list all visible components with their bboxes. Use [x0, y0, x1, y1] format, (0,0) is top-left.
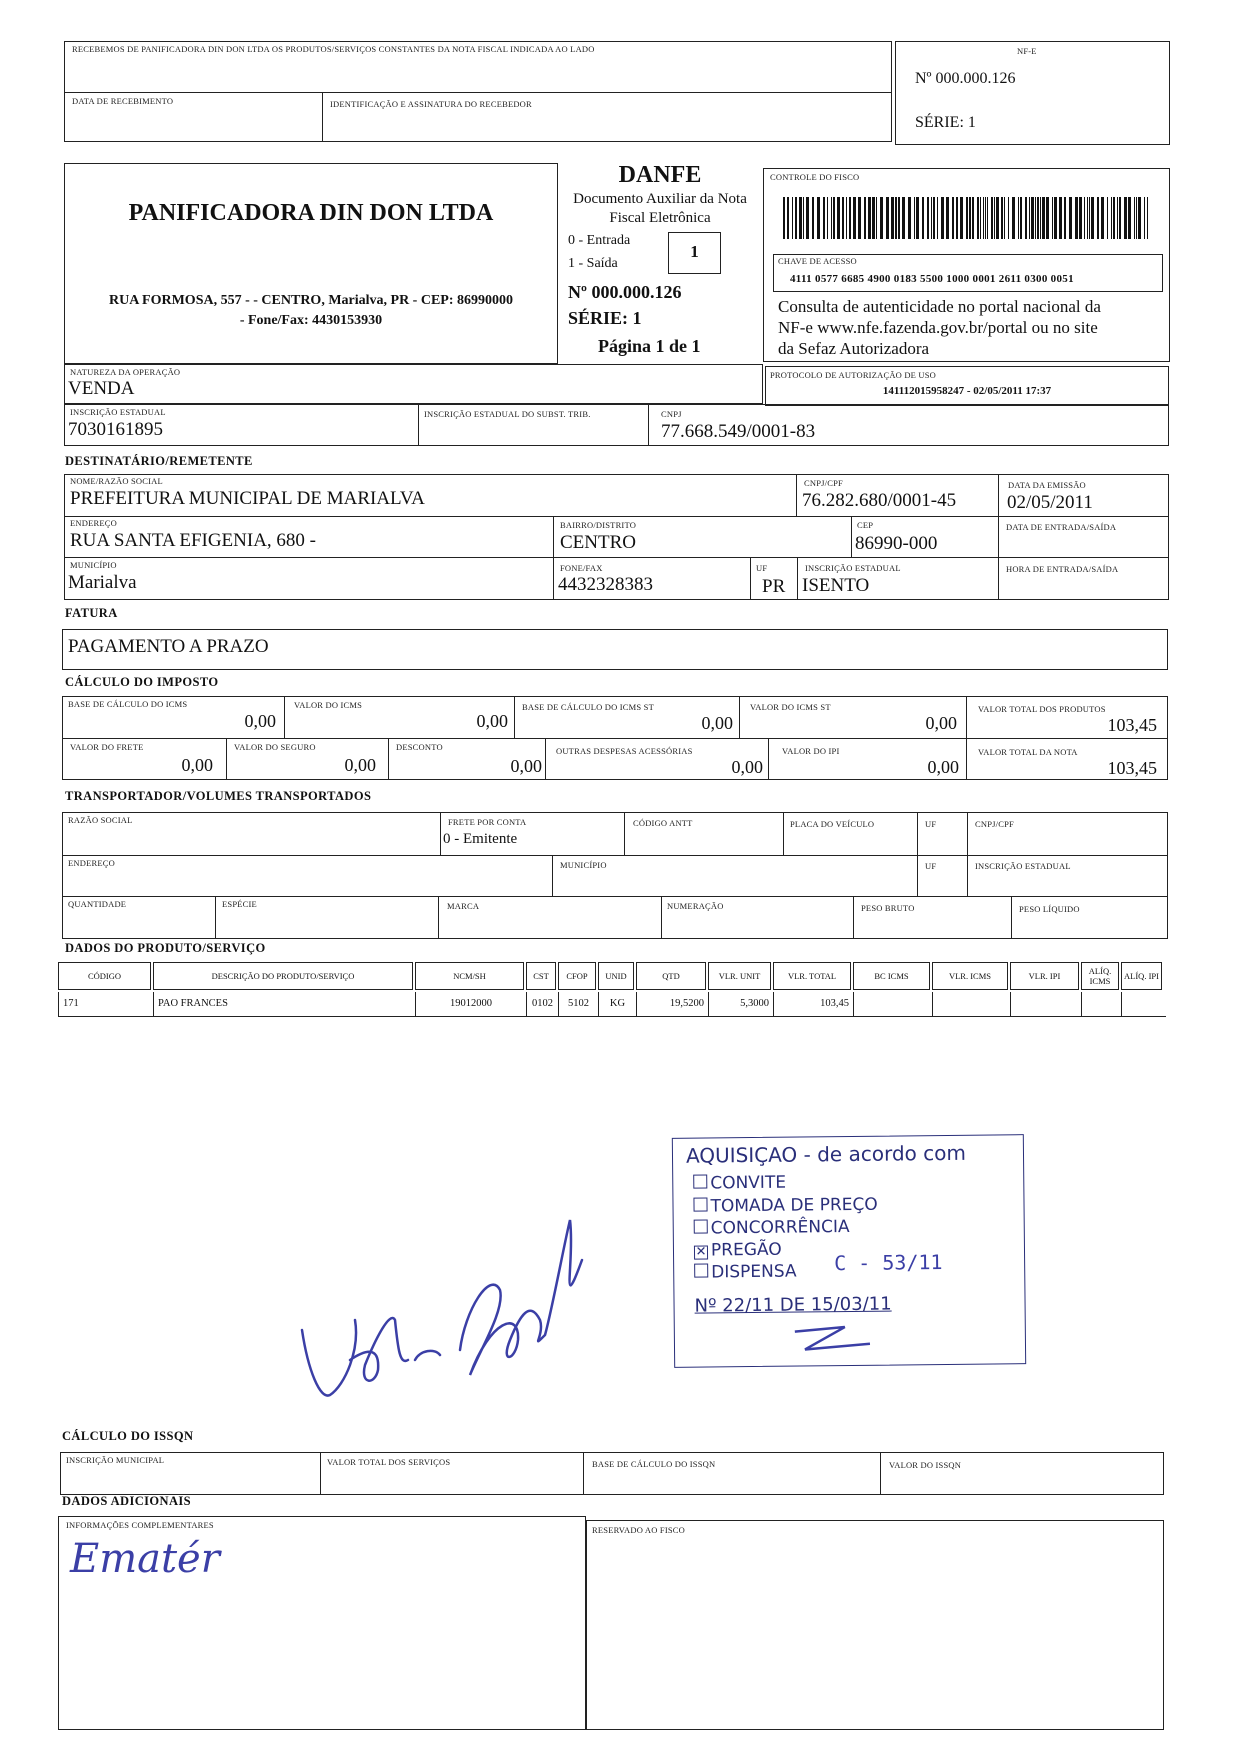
freight-mode-label: FRETE POR CONTA — [448, 817, 527, 827]
carrier-address-label: ENDEREÇO — [68, 858, 115, 868]
table-cell: 103,45 — [773, 992, 853, 1016]
barcode-bar — [1052, 197, 1053, 239]
invoice-text: PAGAMENTO A PRAZO — [68, 636, 269, 657]
tax-col-1 — [284, 696, 285, 738]
barcode-bar — [823, 197, 825, 239]
brand-label: MARCA — [447, 901, 480, 911]
consult-line-3: da Sefaz Autorizadora — [778, 339, 930, 358]
ie-label: INSCRIÇÃO ESTADUAL — [70, 407, 166, 417]
transport-box — [62, 812, 1168, 939]
cnpj-label: CNPJ — [661, 409, 682, 419]
issqn-section: CÁLCULO DO ISSQN — [62, 1429, 194, 1443]
recipient-col-uf — [750, 557, 751, 600]
recipient-col-date — [998, 474, 999, 600]
barcode-bar — [1136, 197, 1137, 239]
receipt-divider — [64, 92, 892, 93]
barcode-bar — [966, 197, 968, 239]
checked-checkbox-icon: ✕ — [695, 1244, 707, 1260]
tax-row-line — [62, 738, 1168, 739]
issue-date: 02/05/2011 — [1007, 492, 1093, 513]
stamp-scribble — [775, 1319, 895, 1360]
quantity-label: QUANTIDADE — [68, 899, 127, 909]
barcode-bar — [946, 197, 949, 239]
danfe-type: 1 — [690, 242, 699, 261]
ie-divider-2 — [648, 404, 649, 446]
barcode-bar — [783, 197, 785, 239]
issqn-col-2 — [583, 1452, 584, 1495]
barcode-bar — [916, 197, 919, 239]
bc-st: 0,00 — [701, 713, 733, 733]
signature — [290, 1200, 590, 1410]
transport-row-line-1 — [62, 855, 1168, 856]
bc-icms: 0,00 — [244, 711, 276, 731]
barcode-bar — [803, 197, 804, 239]
transport-col-especie — [215, 896, 216, 939]
barcode-bar — [1124, 197, 1127, 239]
table-cell — [853, 992, 932, 1016]
recipient-district: CENTRO — [560, 532, 636, 553]
barcode-bar — [880, 197, 883, 239]
barcode-bar — [858, 197, 861, 239]
recipient-ie-label: INSCRIÇÃO ESTADUAL — [805, 563, 901, 573]
receipt-series: SÉRIE: 1 — [915, 114, 976, 131]
stamp-tomada — [693, 1195, 877, 1217]
stamp-concorrencia-label: CONCORRÊNCIA — [710, 1216, 850, 1239]
transport-col-numeracao — [661, 896, 662, 939]
barcode-bar — [842, 197, 844, 239]
barcode-bar — [795, 197, 797, 239]
barcode-bar — [1018, 197, 1019, 239]
barcode-bar — [846, 197, 847, 239]
tax-col-3 — [739, 696, 740, 738]
cnpj-value: 77.668.549/0001-83 — [661, 421, 816, 442]
barcode-bar — [952, 197, 954, 239]
tax-col-7 — [545, 738, 546, 780]
barcode-bar — [864, 197, 866, 239]
barcode-bar — [831, 197, 832, 239]
barcode-bar — [1101, 197, 1104, 239]
barcode-bar — [1008, 197, 1009, 239]
recipient-address-label: ENDEREÇO — [70, 518, 117, 528]
products-header-cell: VLR. IPI — [1010, 962, 1079, 990]
recipient-cnpj-label: CNPJ/CPF — [804, 478, 843, 488]
acquisition-stamp — [672, 1134, 1026, 1368]
barcode-bar — [985, 197, 986, 239]
carrier-cnpj-label: CNPJ/CPF — [975, 819, 1014, 829]
barcode-bar — [1069, 197, 1072, 239]
stamp-code: C - 53/11 — [834, 1250, 943, 1276]
transport-col-municipio — [552, 855, 553, 896]
freight-label: VALOR DO FRETE — [70, 742, 144, 752]
barcode-bar — [799, 197, 802, 239]
products-header-cell: CST — [526, 962, 556, 990]
icms-label: VALOR DO ICMS — [294, 700, 363, 710]
products-section: DADOS DO PRODUTO/SERVIÇO — [65, 941, 266, 955]
services-total-label: VALOR TOTAL DOS SERVIÇOS — [327, 1457, 451, 1467]
barcode-bar — [983, 197, 984, 239]
danfe-series: SÉRIE: 1 — [568, 308, 642, 328]
nature-label: NATUREZA DA OPERAÇÃO — [70, 367, 181, 377]
carrier-city-label: MUNICÍPIO — [560, 860, 607, 870]
danfe-page: Página 1 de 1 — [598, 336, 701, 356]
checkbox-icon — [693, 1197, 707, 1211]
barcode-bar — [1091, 197, 1094, 239]
ie-divider-1 — [418, 404, 419, 446]
barcode-bar — [812, 197, 814, 239]
barcode-bar — [833, 197, 835, 239]
icms-st: 0,00 — [925, 713, 957, 733]
barcode-bar — [1134, 197, 1135, 239]
products-header-cell: DESCRIÇÃO DO PRODUTO/SERVIÇO — [153, 962, 413, 990]
barcode-bar — [1113, 197, 1115, 239]
tax-section: CÁLCULO DO IMPOSTO — [65, 675, 219, 689]
barcode-bar — [1097, 197, 1099, 239]
barcode-bar — [1084, 197, 1085, 239]
protocol-label: PROTOCOLO DE AUTORIZAÇÃO DE USO — [770, 370, 936, 380]
table-cell: 5,3000 — [708, 992, 773, 1016]
stamp-title: AQUISIÇAO - de acordo com — [685, 1140, 967, 1168]
barcode-bar — [1001, 197, 1003, 239]
recipient-row-line-1 — [64, 516, 1169, 517]
insurance-label: VALOR DO SEGURO — [234, 742, 316, 752]
barcode-bar — [1107, 197, 1108, 239]
recipient-name-label: NOME/RAZÃO SOCIAL — [70, 476, 163, 486]
checkbox-icon — [693, 1174, 707, 1188]
antt-label: CÓDIGO ANTT — [633, 818, 693, 828]
discount-label: DESCONTO — [396, 742, 443, 752]
stamp-pregao-label: PREGÃO — [710, 1239, 782, 1261]
barcode-bar — [960, 197, 963, 239]
table-cell — [932, 992, 1010, 1016]
barcode-bar — [1054, 197, 1057, 239]
barcode-bar — [1012, 197, 1015, 239]
table-cell: 171 — [58, 992, 153, 1016]
recipient-uf-label: UF — [756, 563, 768, 573]
tax-col-5 — [226, 738, 227, 780]
recipient-district-label: BAIRRO/DISTRITO — [560, 520, 637, 530]
recipient-cnpj: 76.282.680/0001-45 — [802, 490, 957, 511]
issqn-value-label: VALOR DO ISSQN — [889, 1460, 962, 1470]
barcode-bar — [872, 197, 875, 239]
recipient-section: DESTINATÁRIO/REMETENTE — [65, 454, 253, 468]
receipt-date-label: DATA DE RECEBIMENTO — [72, 96, 174, 106]
stamp-tomada-label: TOMADA DE PREÇO — [710, 1194, 878, 1217]
municipal-reg-label: INSCRIÇÃO MUNICIPAL — [66, 1455, 165, 1465]
issuer-phone: - Fone/Fax: 4430153930 — [239, 313, 383, 328]
receipt-number: Nº 000.000.126 — [915, 70, 1016, 87]
table-cell: KG — [598, 992, 636, 1016]
gross-weight-label: PESO BRUTO — [861, 903, 915, 913]
recipient-phone-label: FONE/FAX — [560, 563, 603, 573]
total-note: 103,45 — [1107, 758, 1157, 778]
ipi-label: VALOR DO IPI — [782, 746, 840, 756]
barcode-bar — [956, 197, 958, 239]
recipient-phone: 4432328383 — [558, 574, 653, 595]
barcode-bar — [1037, 197, 1039, 239]
carrier-ie-label: INSCRIÇÃO ESTADUAL — [975, 861, 1071, 871]
products-header-cell: NCM/SH — [415, 962, 524, 990]
carrier-uf-label: UF — [925, 819, 937, 829]
ie-box — [64, 404, 1169, 446]
issuer-box — [64, 163, 558, 364]
table-cell — [1121, 992, 1164, 1016]
barcode-bar — [817, 197, 820, 239]
invoice-section: FATURA — [65, 606, 118, 620]
barcode-bar — [849, 197, 851, 239]
total-products-label: VALOR TOTAL DOS PRODUTOS — [978, 704, 1106, 714]
barcode-bar — [977, 197, 979, 239]
barcode-bar — [1111, 197, 1112, 239]
table-cell — [1010, 992, 1081, 1016]
barcode-bar — [876, 197, 877, 239]
species-label: ESPÉCIE — [222, 899, 257, 909]
checkbox-icon — [694, 1263, 708, 1277]
barcode-bar — [969, 197, 971, 239]
nature-value: VENDA — [68, 378, 135, 399]
products-header-cell: ALÍQ. IPI — [1121, 962, 1162, 990]
barcode-bar — [827, 197, 828, 239]
barcode-bar — [1075, 197, 1078, 239]
issqn-col-1 — [320, 1452, 321, 1495]
transport-col-cnpj — [967, 812, 968, 896]
recipient-col-cnpj — [796, 474, 797, 516]
fisco-reserved-box — [586, 1520, 1164, 1730]
access-key: 4111 0577 6685 4900 0183 5500 1000 0001 2611 0300 0051 — [790, 273, 1074, 285]
transport-col-bruto — [853, 896, 854, 939]
table-cell — [1081, 992, 1121, 1016]
barcode-bar — [1031, 197, 1034, 239]
barcode-bar — [1119, 197, 1121, 239]
barcode-bar — [902, 197, 905, 239]
products-header-cell: VLR. TOTAL — [773, 962, 851, 990]
stamp-number: Nº 22/11 DE 15/03/11 — [694, 1293, 892, 1317]
other-expenses-label: OUTRAS DESPESAS ACESSÓRIAS — [556, 746, 693, 756]
transport-section: TRANSPORTADOR/VOLUMES TRANSPORTADOS — [65, 789, 372, 803]
consult-line-2: NF-e www.nfe.fazenda.gov.br/portal ou no site — [778, 318, 1098, 337]
barcode-bar — [1025, 197, 1027, 239]
recipient-ie: ISENTO — [802, 575, 870, 596]
products-header-cell: UNID — [598, 962, 634, 990]
products-header-cell: VLR. ICMS — [932, 962, 1008, 990]
recipient-city-label: MUNICÍPIO — [70, 560, 117, 570]
transport-col-frete — [440, 812, 441, 855]
table-cell: 0102 — [526, 992, 558, 1016]
recipient-name: PREFEITURA MUNICIPAL DE MARIALVA — [70, 488, 425, 509]
recipient-cep: 86990-000 — [855, 533, 938, 554]
issue-date-label: DATA DA EMISSÃO — [1008, 480, 1086, 490]
recipient-city: Marialva — [68, 572, 137, 593]
numbering-label: NUMERAÇÃO — [667, 901, 724, 911]
issuer-address: RUA FORMOSA, 557 - - CENTRO, Marialva, PR - CEP: 86990000 — [108, 293, 514, 308]
barcode-bar — [980, 197, 981, 239]
products-header-cell: QTD — [636, 962, 706, 990]
stamp-dispensa — [694, 1262, 797, 1283]
barcode-bar — [1147, 197, 1148, 239]
barcode-bar — [837, 197, 840, 239]
protocol-value: 141112015958247 - 02/05/2011 17:37 — [882, 385, 1052, 397]
table-cell: PAO FRANCES — [153, 992, 415, 1016]
recipient-col-cep — [851, 516, 852, 557]
receipt-text: RECEBEMOS DE PANIFICADORA DIN DON LTDA OS PRODUTOS/SERVIÇOS CONSTANTES DA NOTA FISCAL INDICADA AO LADO — [72, 44, 595, 54]
total-note-label: VALOR TOTAL DA NOTA — [978, 747, 1078, 757]
checkbox-icon — [694, 1219, 708, 1233]
recipient-uf: PR — [762, 576, 786, 597]
barcode-bar — [941, 197, 944, 239]
freight: 0,00 — [181, 755, 213, 775]
products-header-cell: CÓDIGO — [58, 962, 151, 990]
barcode-bar — [972, 197, 974, 239]
barcode-bar — [914, 197, 915, 239]
transport-col-liquido — [1011, 896, 1012, 939]
table-cell: 19,5200 — [636, 992, 708, 1016]
fisco-reserved-label: RESERVADO AO FISCO — [592, 1525, 685, 1535]
stamp-convite-label: CONVITE — [710, 1172, 787, 1194]
fisco-control-label: CONTROLE DO FISCO — [770, 172, 860, 182]
table-cell: 5102 — [558, 992, 598, 1016]
products-header-cell: VLR. UNIT — [708, 962, 771, 990]
barcode-bar — [1040, 197, 1041, 239]
products-table — [58, 962, 1170, 1024]
recipient-col-ie — [797, 557, 798, 600]
tax-col-4 — [966, 696, 967, 780]
receipt-vdivider — [322, 92, 323, 142]
transport-col-marca — [438, 896, 439, 939]
barcode-bar — [1079, 197, 1082, 239]
barcode-bar — [895, 197, 897, 239]
stamp-convite — [693, 1173, 786, 1194]
net-weight-label: PESO LÍQUIDO — [1019, 904, 1080, 914]
barcode-bar — [1144, 197, 1145, 239]
barcode-bar — [1020, 197, 1022, 239]
additional-section: DADOS ADICIONAIS — [62, 1494, 191, 1508]
barcode-bar — [1138, 197, 1141, 239]
barcode-bar — [933, 197, 935, 239]
products-header-cell: BC ICMS — [853, 962, 930, 990]
complementary-label: INFORMAÇÕES COMPLEMENTARES — [66, 1520, 214, 1530]
barcode-bar — [1035, 197, 1036, 239]
entry-time-label: HORA DE ENTRADA/SAÍDA — [1006, 564, 1119, 574]
transport-row-line-2 — [62, 896, 1168, 897]
insurance: 0,00 — [344, 755, 376, 775]
barcode-bar — [1046, 197, 1049, 239]
barcode-bar — [987, 197, 988, 239]
other-expenses: 0,00 — [731, 757, 763, 777]
barcode-bar — [1064, 197, 1066, 239]
bc-st-label: BASE DE CÁLCULO DO ICMS ST — [522, 702, 655, 712]
barcode — [783, 197, 1153, 239]
recipient-row-line-2 — [64, 557, 1169, 558]
icms: 0,00 — [476, 711, 508, 731]
discount: 0,00 — [510, 756, 542, 776]
barcode-bar — [806, 197, 809, 239]
barcode-bar — [1128, 197, 1131, 239]
barcode-bar — [1117, 197, 1118, 239]
barcode-bar — [996, 197, 999, 239]
freight-mode: 0 - Emitente — [443, 831, 518, 847]
danfe-subtitle-1: Documento Auxiliar da Nota — [573, 191, 747, 207]
barcode-bar — [1004, 197, 1005, 239]
receipt-nfe-label: NF-E — [1017, 46, 1037, 56]
danfe-saida: 1 - Saída — [568, 256, 618, 271]
barcode-bar — [937, 197, 938, 239]
barcode-bar — [1042, 197, 1045, 239]
barcode-bar — [853, 197, 856, 239]
ie-st-label: INSCRIÇÃO ESTADUAL DO SUBST. TRIB. — [424, 409, 591, 419]
products-header-cell: CFOP — [558, 962, 596, 990]
recipient-col-bairro — [553, 516, 554, 600]
carrier-name-label: RAZÃO SOCIAL — [68, 815, 133, 825]
transport-col-uf — [917, 812, 918, 896]
ie-value: 7030161895 — [68, 419, 163, 440]
danfe-number: Nº 000.000.126 — [568, 282, 682, 302]
receipt-signature-label: IDENTIFICAÇÃO E ASSINATURA DO RECEBEDOR — [330, 99, 532, 109]
danfe-subtitle-2: Fiscal Eletrônica — [609, 210, 711, 226]
barcode-bar — [908, 197, 911, 239]
barcode-bar — [922, 197, 924, 239]
access-key-label: CHAVE DE ACESSO — [778, 256, 857, 266]
products-header-cell: ALÍQ. ICMS — [1081, 962, 1119, 990]
ipi: 0,00 — [927, 757, 959, 777]
danfe-entrada: 0 - Entrada — [568, 233, 631, 248]
barcode-bar — [787, 197, 789, 239]
barcode-bar — [1029, 197, 1030, 239]
barcode-bar — [1087, 197, 1088, 239]
consult-line-1: Consulta de autenticidade no portal nacional da — [778, 297, 1101, 316]
barcode-bar — [891, 197, 894, 239]
icms-st-label: VALOR DO ICMS ST — [750, 702, 831, 712]
barcode-bar — [927, 197, 929, 239]
issuer-name: PANIFICADORA DIN DON LTDA — [128, 200, 494, 226]
issqn-base-label: BASE DE CÁLCULO DO ISSQN — [592, 1459, 716, 1469]
total-products: 103,45 — [1107, 715, 1157, 735]
plate-label: PLACA DO VEÍCULO — [790, 819, 875, 829]
handwritten-note: Ematér — [70, 1536, 220, 1582]
issqn-col-3 — [880, 1452, 881, 1495]
barcode-bar — [994, 197, 995, 239]
transport-col-antt — [624, 812, 625, 855]
recipient-address: RUA SANTA EFIGENIA, 680 - — [70, 530, 317, 551]
barcode-bar — [898, 197, 900, 239]
recipient-cep-label: CEP — [857, 520, 874, 530]
transport-col-placa — [783, 812, 784, 855]
entry-date-label: DATA DE ENTRADA/SAÍDA — [1006, 522, 1117, 532]
table-cell: 19012000 — [415, 992, 526, 1016]
barcode-bar — [792, 197, 793, 239]
tax-col-6 — [388, 738, 389, 780]
tax-col-8 — [768, 738, 769, 780]
bc-icms-label: BASE DE CÁLCULO DO ICMS — [68, 699, 188, 709]
stamp-concorrencia — [694, 1217, 850, 1239]
barcode-bar — [886, 197, 889, 239]
barcode-bar — [868, 197, 871, 239]
tax-col-2 — [514, 696, 515, 738]
barcode-bar — [1059, 197, 1062, 239]
danfe-title: DANFE — [618, 162, 702, 188]
barcode-bar — [931, 197, 932, 239]
stamp-pregao — [694, 1240, 782, 1261]
barcode-bar — [991, 197, 993, 239]
stamp-dispensa-label: DISPENSA — [711, 1261, 797, 1283]
barcode-bar — [1089, 197, 1090, 239]
carrier-uf2-label: UF — [925, 861, 937, 871]
